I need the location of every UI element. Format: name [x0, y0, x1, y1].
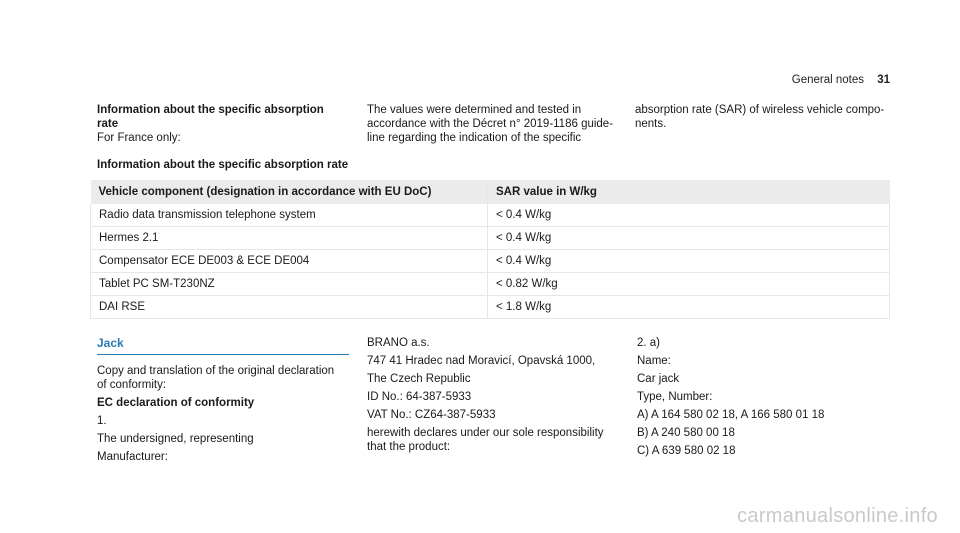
intro-col2-line-1: The values were determined and tested in	[367, 104, 582, 116]
product-item: 2. a)	[637, 337, 661, 349]
page-number: 31	[877, 74, 890, 86]
table-row	[91, 250, 890, 273]
product-number-a: A) A 164 580 02 18, A 166 580 01 18	[637, 409, 825, 421]
section-name: General notes	[791, 74, 864, 86]
manufacturer-details	[367, 336, 622, 454]
jack-section	[97, 336, 349, 464]
sar-value-cell: < 1.8 W/kg	[488, 296, 890, 319]
intro-column-2	[367, 103, 622, 145]
company-id: ID No.: 64-387-5933	[367, 391, 472, 403]
declare-line-2: that the product:	[367, 441, 451, 453]
component-cell: Compensator ECE DE003 & ECE DE004	[91, 250, 488, 273]
product-name: Car jack	[637, 373, 680, 385]
copy-translation-line-2: of conformity:	[97, 379, 167, 391]
ec-declaration-title: EC declaration of conformity	[97, 397, 255, 409]
company-name: BRANO a.s.	[367, 337, 430, 349]
company-address: 747 41 Hradec nad Moravicí, Opavská 1000,	[367, 355, 596, 367]
product-type-label: Type, Number:	[637, 391, 713, 403]
copy-translation-line-1: Copy and translation of the original declaration	[97, 365, 335, 377]
component-cell: DAI RSE	[91, 296, 488, 319]
intro-column-1	[97, 103, 347, 145]
header-vehicle-component: Vehicle component (designation in accordance with EU DoC)	[91, 180, 488, 204]
product-number-c: C) A 639 580 02 18	[637, 445, 736, 457]
intro-col2-line-3: line regarding the indication of the specific	[367, 132, 582, 144]
manufacturer-label: Manufacturer:	[97, 451, 168, 463]
sar-title-line-2: rate	[97, 118, 119, 130]
sar-value-cell: < 0.4 W/kg	[488, 227, 890, 250]
sar-title-line-1: Information about the specific absorption	[97, 104, 324, 116]
watermark: carmanualsonline.info	[737, 505, 938, 527]
sar-table	[90, 180, 890, 319]
item-number: 1.	[97, 415, 107, 427]
company-country: The Czech Republic	[367, 373, 471, 385]
table-row	[91, 273, 890, 296]
france-only-text: For France only:	[97, 132, 181, 144]
component-cell: Radio data transmission telephone system	[91, 204, 488, 227]
component-cell: Tablet PC SM-T230NZ	[91, 273, 488, 296]
product-number-b: B) A 240 580 00 18	[637, 427, 735, 439]
company-vat: VAT No.: CZ64-387-5933	[367, 409, 496, 421]
intro-col3-line-2: nents.	[635, 118, 667, 130]
product-details	[637, 336, 887, 462]
intro-column-3	[635, 103, 895, 131]
page-header	[792, 73, 890, 87]
undersigned-text: The undersigned, representing	[97, 433, 254, 445]
component-cell: Hermes 2.1	[91, 227, 488, 250]
product-name-label: Name:	[637, 355, 671, 367]
sar-value-cell: < 0.4 W/kg	[488, 250, 890, 273]
intro-col3-line-1: absorption rate (SAR) of wireless vehicle compo-	[635, 104, 885, 116]
table-heading: Information about the specific absorption rate	[97, 159, 349, 171]
declare-line-1: herewith declares under our sole responsibility	[367, 427, 604, 439]
header-sar-value: SAR value in W/kg	[488, 180, 890, 204]
sar-value-cell: < 0.82 W/kg	[488, 273, 890, 296]
intro-col2-line-2: accordance with the Décret n° 2019-1186 guide-	[367, 118, 614, 130]
table-row	[91, 204, 890, 227]
jack-title: Jack	[97, 336, 349, 355]
table-row	[91, 227, 890, 250]
table-header-row	[91, 180, 890, 204]
table-row	[91, 296, 890, 319]
sar-value-cell: < 0.4 W/kg	[488, 204, 890, 227]
